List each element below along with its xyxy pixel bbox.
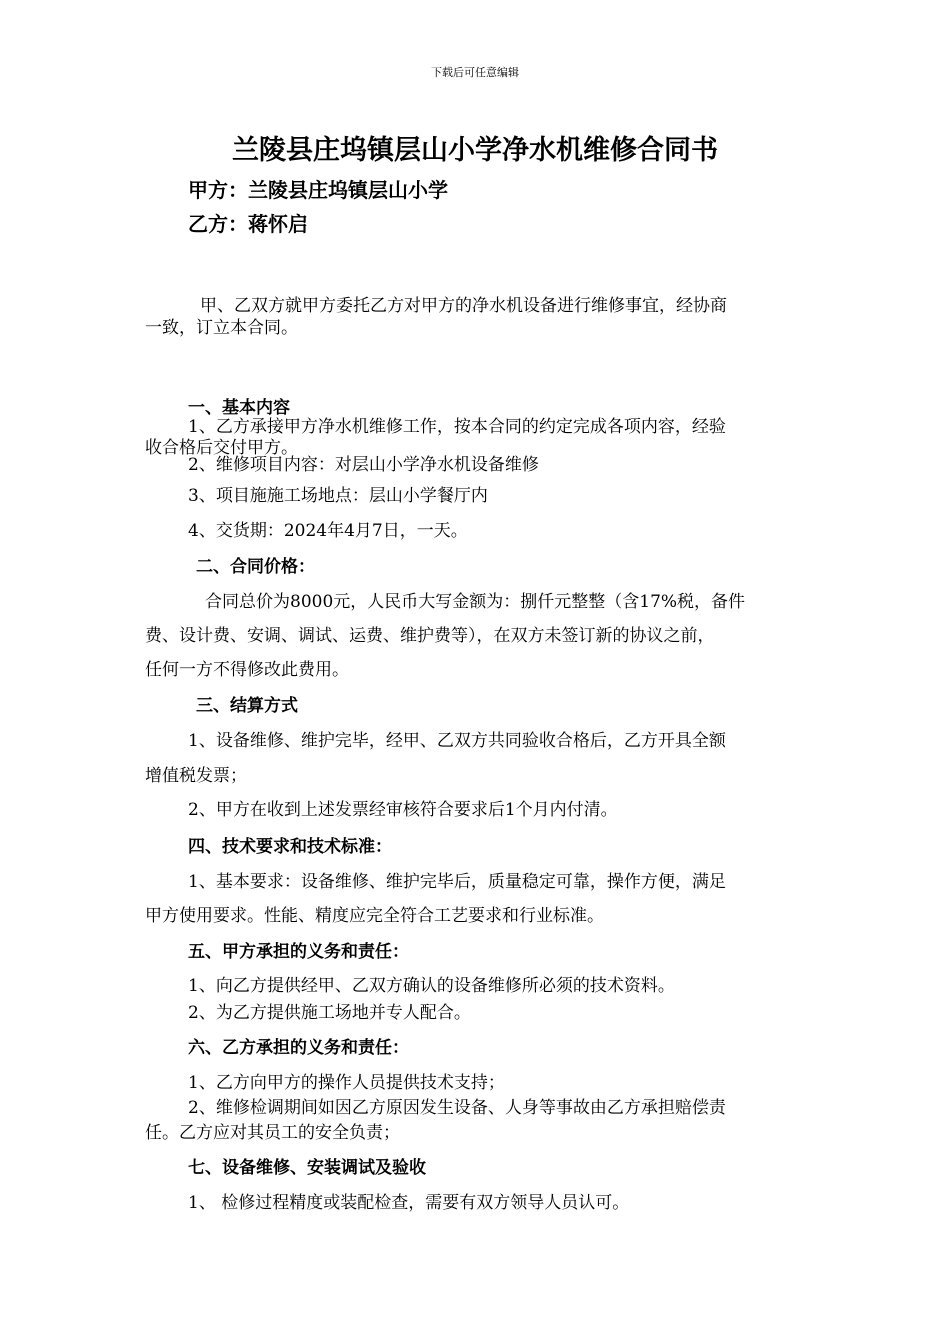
section-6-item-2-line-2: 任。乙方应对其员工的安全负责；	[145, 1123, 400, 1143]
intro-line-1: 甲、乙双方就甲方委托乙方对甲方的净水机设备进行维修事宜，经协商	[200, 296, 727, 316]
section-1-item-1-line-2: 收合格后交付甲方。	[145, 438, 298, 458]
section-7-item-1: 1、 检修过程精度或装配检查，需要有双方领导人员认可。	[188, 1193, 630, 1213]
section-3-item-1-line-2: 增值税发票；	[145, 766, 247, 786]
section-6-heading: 六、乙方承担的义务和责任：	[188, 1038, 409, 1058]
section-6-item-2-line-1: 2、维修检调期间如因乙方原因发生设备、人身等事故由乙方承担赔偿责	[188, 1098, 726, 1118]
section-3-item-1-line-1: 1、设备维修、维护完毕，经甲、乙双方共同验收合格后，乙方开具全额	[188, 731, 726, 751]
header-note: 下载后可任意编辑	[431, 66, 519, 79]
party-a: 甲方：兰陵县庄坞镇层山小学	[188, 178, 448, 202]
section-5-item-1: 1、向乙方提供经甲、乙双方确认的设备维修所必须的技术资料。	[188, 976, 675, 996]
section-4-item-1-line-1: 1、基本要求：设备维修、维护完毕后，质量稳定可靠，操作方便，满足	[188, 872, 726, 892]
section-4-heading: 四、技术要求和技术标准：	[188, 837, 392, 857]
section-1-item-3: 3、项目施施工场地点：层山小学餐厅内	[188, 486, 488, 506]
section-2-line-1: 合同总价为8000元，人民币大写金额为：捌仟元整整（含17%税，备件	[205, 592, 746, 612]
section-1-heading: 一、基本内容	[188, 398, 290, 418]
section-3-item-2: 2、甲方在收到上述发票经审核符合要求后1个月内付清。	[188, 800, 618, 820]
intro-line-2: 一致，订立本合同。	[145, 318, 298, 338]
section-2-line-3: 任何一方不得修改此费用。	[145, 660, 349, 680]
section-3-heading: 三、结算方式	[196, 696, 298, 716]
section-1-item-2: 2、维修项目内容：对层山小学净水机设备维修	[188, 455, 539, 475]
section-6-item-1: 1、乙方向甲方的操作人员提供技术支持；	[188, 1073, 505, 1093]
section-2-line-2: 费、设计费、安调、调试、运费、维护费等），在双方未签订新的协议之前，	[145, 626, 715, 646]
section-4-item-1-line-2: 甲方使用要求。性能、精度应完全符合工艺要求和行业标准。	[145, 906, 604, 926]
section-2-heading: 二、合同价格：	[196, 557, 315, 577]
section-1-item-1-line-1: 1、乙方承接甲方净水机维修工作，按本合同的约定完成各项内容，经验	[188, 417, 726, 437]
document-title: 兰陵县庄坞镇层山小学净水机维修合同书	[232, 135, 718, 166]
section-1-item-4: 4、交货期：2024年4月7日，一天。	[188, 521, 468, 541]
section-5-item-2: 2、为乙方提供施工场地并专人配合。	[188, 1003, 471, 1023]
party-b: 乙方：蒋怀启	[188, 212, 308, 236]
section-7-heading: 七、设备维修、安装调试及验收	[188, 1158, 426, 1178]
section-5-heading: 五、甲方承担的义务和责任：	[188, 942, 409, 962]
